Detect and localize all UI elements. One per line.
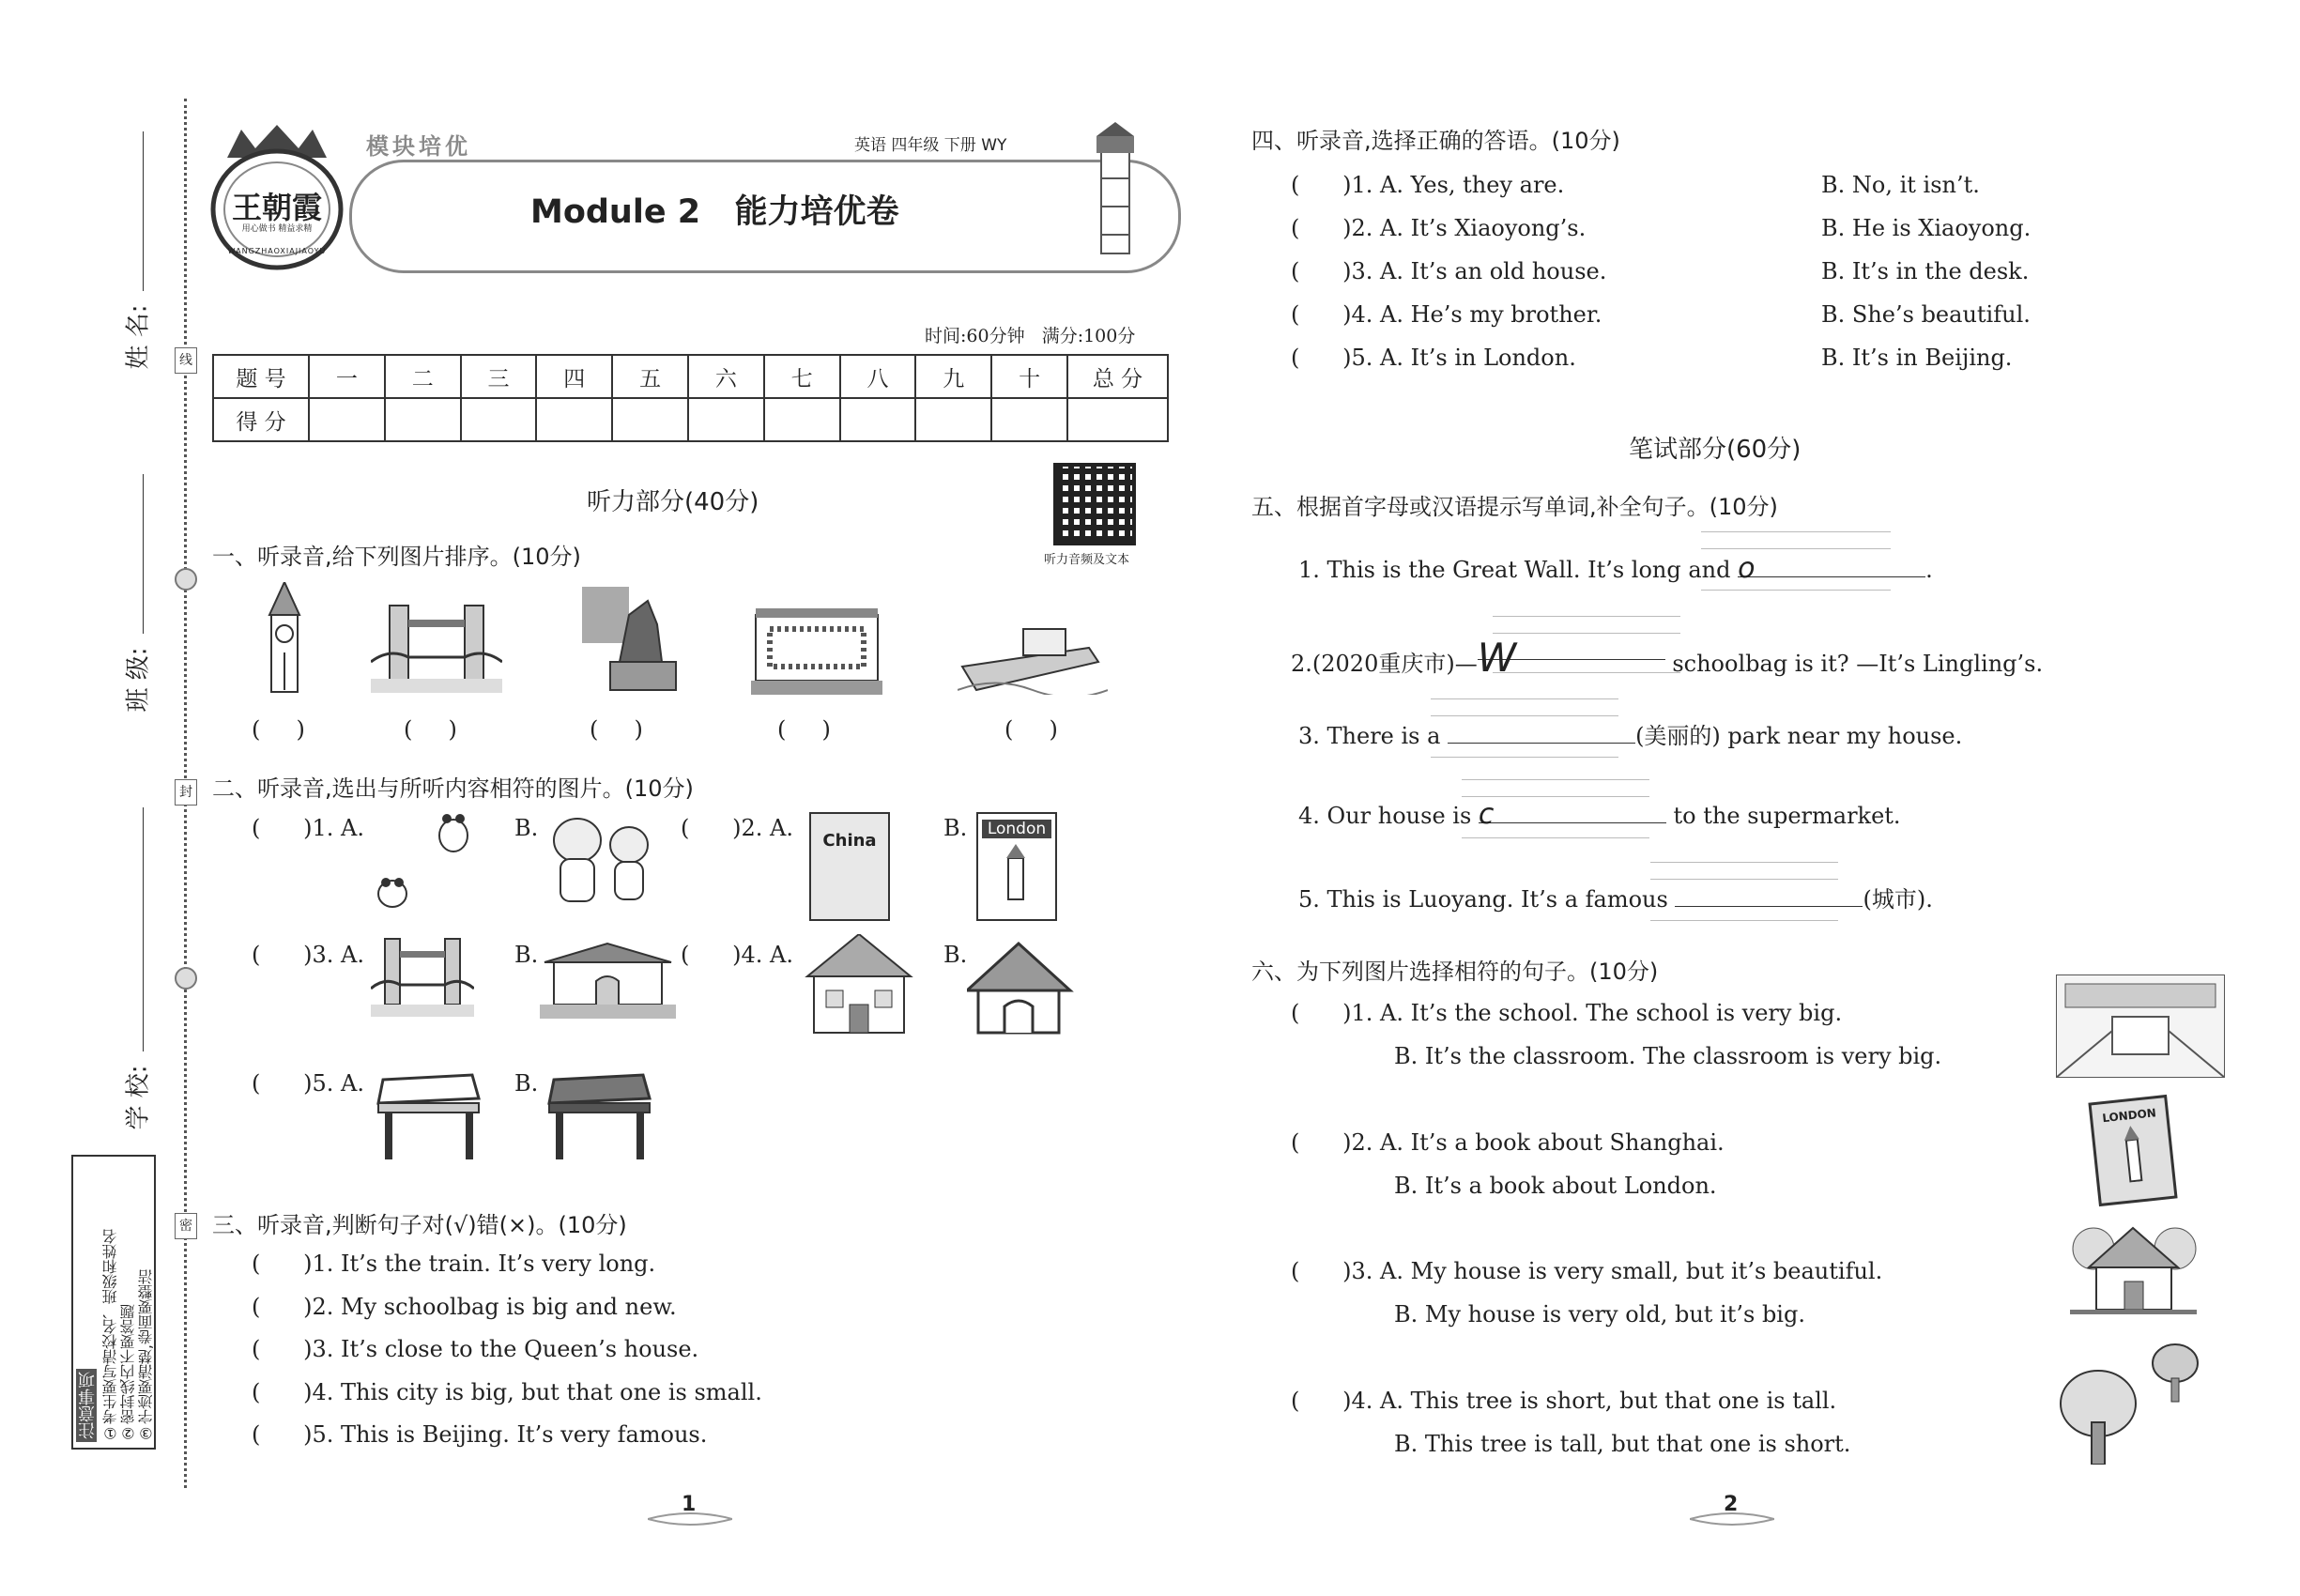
s2-q3-b[interactable]: B.	[514, 942, 539, 968]
notice-line-1: ①考生要写清校名、班级和姓名	[101, 1229, 119, 1442]
big-house-image	[803, 934, 915, 1037]
order-blank-4[interactable]: ( )	[777, 716, 831, 743]
notice-line-3: ③字迹要清楚,卷面要整洁	[137, 1268, 155, 1442]
s5-q2-after: schoolbag is it? —It’s Lingling’s.	[1664, 651, 2044, 677]
notice-box	[71, 1155, 156, 1450]
s6-item-1-a[interactable]: ( )1. A. It’s the school. The school is very big.	[1291, 1000, 1843, 1026]
london-book-s6-label: LONDON	[2101, 1106, 2157, 1126]
series-badge: 模块培优	[366, 133, 471, 160]
s5-q5-before: 5. This is Luoyang. It’s a famous	[1298, 886, 1676, 913]
s2-q1[interactable]: ( )1. A.	[252, 815, 364, 841]
s2-q4[interactable]: ( )4. A.	[681, 942, 793, 968]
guide-line	[1462, 796, 1649, 797]
s4-item-4-b[interactable]: B. She’s beautiful.	[1821, 301, 2031, 328]
s2-q4-b[interactable]: B.	[943, 942, 968, 968]
s4-item-5-a[interactable]: ( )5. A. It’s in London.	[1291, 345, 1576, 371]
school-image	[2056, 974, 2225, 1078]
order-blank-5[interactable]: ( )	[1004, 716, 1058, 743]
score-cell: 五	[612, 355, 688, 398]
s3-item-4[interactable]: ( )4. This city is big, but that one is small.	[252, 1379, 762, 1405]
sidebar-school-line	[143, 807, 144, 1051]
s6-item-2-a[interactable]: ( )2. A. It’s a book about Shanghai.	[1291, 1129, 1725, 1156]
qr-code[interactable]	[1053, 463, 1136, 545]
page-title: Module 2 能力培优卷	[530, 193, 899, 231]
s5-q2-letter: W	[1477, 635, 1517, 681]
seal-circle-1	[175, 568, 197, 591]
score-cell-empty[interactable]	[461, 398, 537, 441]
tiger-cubs-image	[549, 807, 652, 911]
new-desk-image	[374, 1070, 482, 1164]
s4-item-2-a[interactable]: ( )2. A. It’s Xiaoyong’s.	[1291, 215, 1587, 241]
s2-q5-b[interactable]: B.	[514, 1070, 539, 1097]
seal-circle-2	[175, 967, 197, 990]
score-cell: 六	[688, 355, 764, 398]
sidebar-school-label: 学 校:	[124, 1065, 153, 1130]
s5-q5-after: (城市).	[1863, 886, 1933, 913]
section-1-title: 一、听录音,给下列图片排序。(10分)	[212, 544, 581, 570]
sidebar-name-label: 姓 名:	[124, 304, 153, 370]
s6-item-4-a[interactable]: ( )4. A. This tree is short, but that one is tall.	[1291, 1388, 1837, 1414]
score-cell-empty[interactable]	[385, 398, 461, 441]
score-cell-empty[interactable]	[840, 398, 916, 441]
order-blank-1[interactable]: ( )	[252, 716, 305, 743]
qr-caption: 听力音频及文本	[1044, 553, 1130, 567]
guide-line	[1431, 715, 1618, 716]
writing-title: 笔试部分(60分)	[1629, 436, 1802, 464]
s5-q3-blank[interactable]	[1448, 718, 1635, 744]
s5-q2-before: 2.(2020重庆市)—	[1291, 651, 1478, 677]
lighthouse-icon	[1078, 122, 1153, 263]
old-house-image	[2070, 1220, 2197, 1314]
small-house-image	[967, 939, 1080, 1037]
score-cell-empty[interactable]	[688, 398, 764, 441]
score-cell: 总 分	[1067, 355, 1168, 398]
ship-image	[958, 601, 1108, 695]
guide-line	[1462, 779, 1649, 780]
statue-image	[582, 587, 685, 695]
s4-item-4-a[interactable]: ( )4. A. He’s my brother.	[1291, 301, 1602, 328]
score-cell: 题 号	[213, 355, 309, 398]
s5-q4-before: 4. Our house is	[1298, 803, 1479, 829]
order-blank-2[interactable]: ( )	[404, 716, 457, 743]
score-cell: 九	[915, 355, 991, 398]
s3-item-3[interactable]: ( )3. It’s close to the Queen’s house.	[252, 1336, 699, 1362]
s5-q1-before: 1. This is the Great Wall. It’s long and	[1298, 557, 1739, 583]
guide-line	[1701, 548, 1891, 549]
seal-mark-feng: 封	[175, 779, 197, 806]
s4-item-1-a[interactable]: ( )1. A. Yes, they are.	[1291, 172, 1565, 198]
s2-q2-b[interactable]: B.	[943, 815, 968, 841]
s5-q1-blank[interactable]	[1738, 552, 1925, 585]
s5-q5-blank[interactable]	[1675, 882, 1863, 907]
sidebar-name-line	[143, 131, 144, 291]
s6-item-3-a[interactable]: ( )3. A. My house is very small, but it’s beautiful.	[1291, 1258, 1883, 1284]
notice-line-2: ②密封线内不要答题	[119, 1304, 137, 1442]
score-cell: 四	[536, 355, 612, 398]
old-desk-image	[544, 1070, 652, 1164]
seal-mark-xian: 线	[175, 347, 197, 374]
brand-logo	[208, 120, 345, 270]
s6-item-2-b[interactable]: B. It’s a book about London.	[1394, 1173, 1717, 1199]
s6-item-3-b[interactable]: B. My house is very old, but it’s big.	[1394, 1301, 1805, 1327]
s5-q5	[1298, 881, 1933, 913]
page-number-1: 1	[682, 1493, 697, 1516]
section-4-title: 四、听录音,选择正确的答语。(10分)	[1251, 128, 1620, 154]
score-cell: 八	[840, 355, 916, 398]
score-cell-label: 得 分	[213, 398, 309, 441]
big-ben-icon	[997, 844, 1035, 900]
score-table-header-row	[213, 355, 1168, 398]
time-info: 时间:60分钟 满分:100分	[925, 326, 1136, 346]
s5-q1-letter: o	[1738, 552, 1756, 585]
notice-title: 注意事项	[76, 1369, 97, 1442]
china-book-image	[809, 812, 890, 921]
s5-q2	[1291, 635, 2044, 681]
s6-item-1-b[interactable]: B. It’s the classroom. The classroom is very big.	[1394, 1043, 1942, 1069]
score-cell-empty[interactable]	[309, 398, 385, 441]
brand-name: 王朝霞	[231, 190, 322, 225]
london-book-image	[976, 812, 1057, 921]
s5-q4-blank[interactable]	[1478, 798, 1666, 831]
tower-bridge-image	[371, 596, 502, 695]
s4-item-3-a[interactable]: ( )3. A. It’s an old house.	[1291, 258, 1607, 284]
big-ben-image	[258, 582, 310, 695]
chinese-gate-image	[540, 939, 676, 1019]
s5-q2-blank[interactable]	[1477, 635, 1665, 681]
binding-strip	[0, 0, 192, 1596]
s4-item-2-b[interactable]: B. He is Xiaoyong.	[1821, 215, 2032, 241]
s3-item-2[interactable]: ( )2. My schoolbag is big and new.	[252, 1294, 677, 1320]
section-2-title: 二、听录音,选出与所听内容相符的图片。(10分)	[212, 775, 694, 802]
s6-item-4-b[interactable]: B. This tree is tall, but that one is short.	[1394, 1431, 1851, 1457]
page-ornament-icon	[1690, 1512, 1774, 1527]
panda-image	[374, 807, 477, 911]
s5-q4	[1298, 798, 1901, 829]
listening-title: 听力部分(40分)	[587, 488, 759, 516]
section-5-title: 五、根据首字母或汉语提示写单词,补全句子。(10分)	[1251, 494, 1778, 520]
london-book-label: London	[982, 820, 1051, 838]
guide-line	[1431, 698, 1618, 699]
page-ornament-icon	[648, 1512, 732, 1527]
guide-line	[1493, 633, 1680, 634]
score-table-score-row	[213, 398, 1168, 441]
s3-item-5[interactable]: ( )5. This is Beijing. It’s very famous.	[252, 1421, 708, 1448]
china-book-label: China	[822, 831, 877, 851]
s2-q5[interactable]: ( )5. A.	[252, 1070, 364, 1097]
score-cell-empty[interactable]	[764, 398, 840, 441]
s5-q1-after: .	[1925, 557, 1933, 583]
score-cell: 二	[385, 355, 461, 398]
guide-line	[1493, 616, 1680, 617]
order-blank-3[interactable]: ( )	[590, 716, 643, 743]
page-number-2: 2	[1724, 1493, 1739, 1516]
header-meta: 英语 四年级 下册 WY	[854, 136, 1007, 155]
s5-q4-letter: c	[1478, 798, 1495, 831]
s4-item-5-b[interactable]: B. It’s in Beijing.	[1821, 345, 2013, 371]
s5-q4-after: to the supermarket.	[1665, 803, 1901, 829]
guide-line	[1462, 837, 1649, 838]
s2-q2[interactable]: ( )2. A.	[681, 815, 793, 841]
guide-line	[1650, 879, 1838, 880]
score-cell-empty[interactable]	[915, 398, 991, 441]
score-cell: 一	[309, 355, 385, 398]
s3-item-1[interactable]: ( )1. It’s the train. It’s very long.	[252, 1251, 656, 1277]
s5-q1	[1298, 552, 1933, 583]
score-cell: 十	[991, 355, 1067, 398]
guide-line	[1701, 590, 1891, 591]
s2-q1-b[interactable]: B.	[514, 815, 539, 841]
guide-line	[1650, 862, 1838, 863]
trees-image	[2056, 1343, 2206, 1465]
seal-mark-mi: 密	[175, 1213, 197, 1239]
guide-line	[1431, 757, 1618, 758]
palace-image	[751, 601, 882, 695]
score-cell-empty[interactable]	[1067, 398, 1168, 441]
section-3-title: 三、听录音,判断句子对(√)错(×)。(10分)	[212, 1212, 627, 1238]
score-table	[212, 354, 1169, 442]
guide-line	[1650, 920, 1838, 921]
s5-q3-before: 3. There is a	[1298, 723, 1449, 749]
score-cell-empty[interactable]	[612, 398, 688, 441]
score-cell: 三	[461, 355, 537, 398]
s4-item-1-b[interactable]: B. No, it isn’t.	[1821, 172, 1980, 198]
score-cell: 七	[764, 355, 840, 398]
big-ben-icon	[2116, 1125, 2150, 1184]
s2-q3[interactable]: ( )3. A.	[252, 942, 364, 968]
score-cell-empty[interactable]	[991, 398, 1067, 441]
brand-slogan: 用心做书 精益求精	[241, 224, 313, 234]
section-6-title: 六、为下列图片选择相符的句子。(10分)	[1251, 959, 1659, 985]
sidebar-class-line	[143, 474, 144, 634]
brand-pinyin: WANGZHAOXIAJIAOYU	[227, 247, 327, 255]
tower-bridge-small-image	[371, 934, 474, 1017]
sidebar-class-label: 班 级:	[124, 647, 153, 713]
s5-q3-after: (美丽的) park near my house.	[1635, 723, 1963, 749]
s5-q3	[1298, 717, 1962, 750]
london-book-s6-image	[2088, 1095, 2177, 1206]
s4-item-3-b[interactable]: B. It’s in the desk.	[1821, 258, 2030, 284]
score-cell-empty[interactable]	[536, 398, 612, 441]
guide-line	[1701, 531, 1891, 532]
